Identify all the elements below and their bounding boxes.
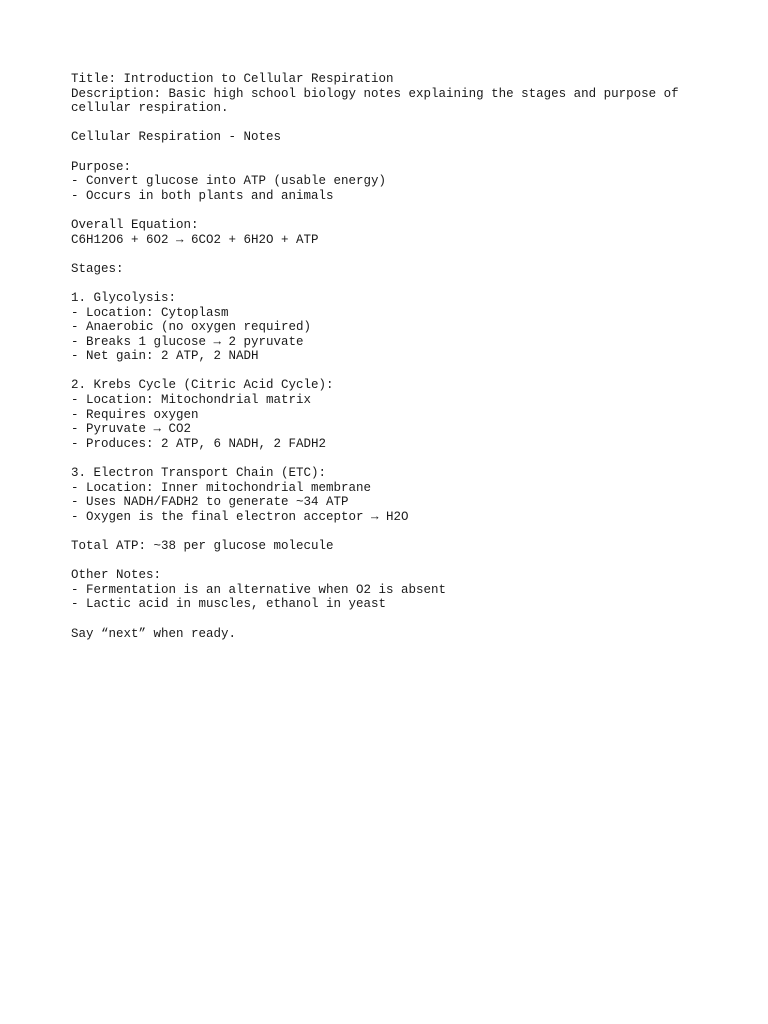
purpose-item: - Convert glucose into ATP (usable energy) (71, 174, 387, 189)
stage-item: - Breaks 1 glucose → 2 pyruvate (71, 334, 304, 349)
stage-item: - Location: Inner mitochondrial membrane (71, 480, 372, 495)
total-atp: Total ATP: ~38 per glucose molecule (71, 539, 334, 553)
notes-heading: Cellular Respiration - Notes (71, 130, 282, 145)
stage-title: 3. Electron Transport Chain (ETC): (71, 466, 327, 481)
purpose-item: - Occurs in both plants and animals (71, 188, 334, 203)
spacer (71, 451, 711, 466)
other-notes-label: Other Notes: (71, 568, 162, 583)
stage-item: - Location: Cytoplasm (71, 305, 229, 320)
spacer (71, 203, 711, 218)
stage-item: - Pyruvate → CO2 (71, 422, 192, 437)
spacer (71, 554, 711, 569)
spacer (71, 364, 711, 379)
closing-line: Say “next” when ready. (71, 626, 237, 641)
stage-title: 1. Glycolysis: (71, 290, 177, 305)
spacer (71, 524, 711, 539)
stage-title: 2. Krebs Cycle (Citric Acid Cycle): (71, 378, 334, 393)
title-line: Title: Introduction to Cellular Respiration (71, 72, 394, 86)
description-line: Description: Basic high school biology notes explaining the stages and purpose of cellular respiration. (71, 86, 687, 116)
stage-item: - Net gain: 2 ATP, 2 NADH (71, 349, 259, 364)
other-notes-item: - Fermentation is an alternative when O2 is absent (71, 582, 447, 597)
spacer (71, 612, 711, 627)
spacer (71, 145, 711, 160)
equation-label: Overall Equation: (71, 217, 199, 232)
stage-item: - Uses NADH/FADH2 to generate ~34 ATP (71, 495, 349, 510)
other-notes-item: - Lactic acid in muscles, ethanol in yeast (71, 597, 387, 612)
equation-text: C6H12O6 + 6O2 → 6CO2 + 6H2O + ATP (71, 232, 319, 247)
stage-item: - Anaerobic (no oxygen required) (71, 320, 312, 335)
spacer (71, 247, 711, 262)
spacer (71, 276, 711, 291)
notes-document (71, 72, 711, 641)
stage-item: - Requires oxygen (71, 407, 199, 422)
stage-item: - Produces: 2 ATP, 6 NADH, 2 FADH2 (71, 436, 327, 451)
stage-item: - Oxygen is the final electron acceptor → H2O (71, 509, 409, 524)
purpose-label: Purpose: (71, 159, 132, 174)
stage-item: - Location: Mitochondrial matrix (71, 393, 312, 408)
stages-label: Stages: (71, 261, 124, 276)
spacer (71, 116, 711, 131)
